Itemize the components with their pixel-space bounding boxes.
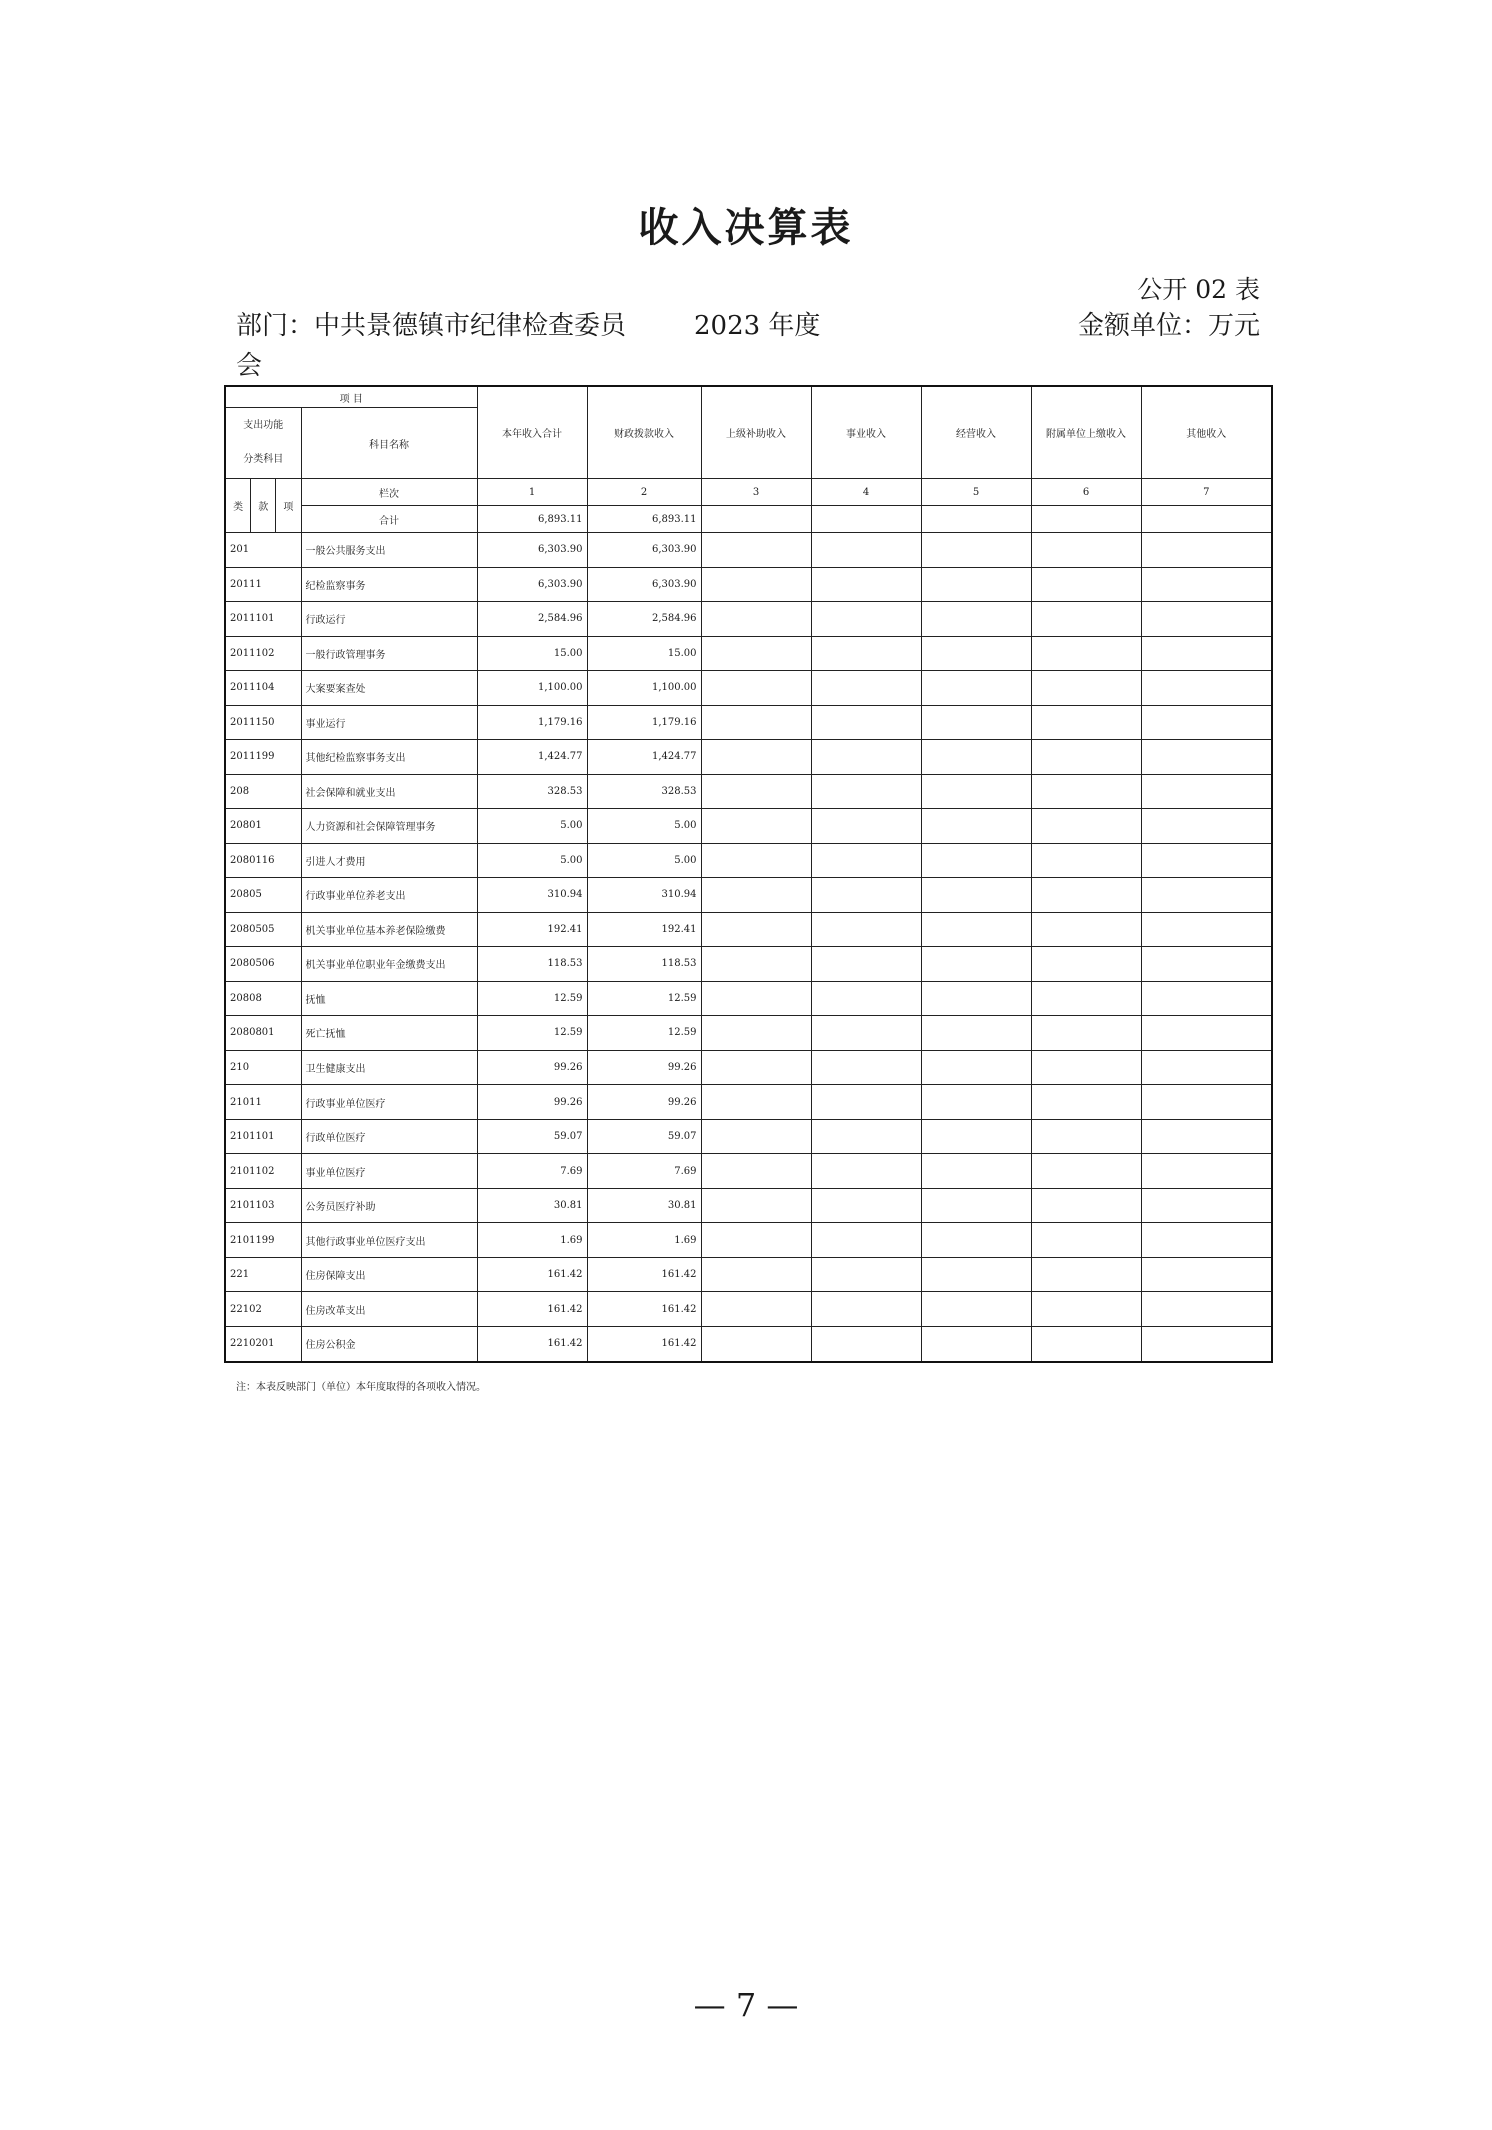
row-subject-name: 死亡抚恤 [301, 1016, 477, 1051]
row-subject-name: 人力资源和社会保障管理事务 [301, 809, 477, 844]
row-fiscal: 6,303.90 [587, 533, 701, 568]
row-operation [921, 1257, 1031, 1292]
row-upper [701, 1188, 811, 1223]
header-row-lanci [225, 479, 1272, 506]
table-row [225, 1188, 1272, 1223]
lei-kuan-xiang-header [225, 479, 301, 533]
department-label: 部门：中共景德镇市纪律检查委员会 [236, 311, 627, 381]
row-total: 12.59 [477, 981, 587, 1016]
row-fiscal: 30.81 [587, 1188, 701, 1223]
row-upper [701, 671, 811, 706]
row-upper [701, 636, 811, 671]
col-total-header: 本年收入合计 [477, 386, 587, 479]
row-operation [921, 1085, 1031, 1120]
total-upper [701, 506, 811, 533]
row-fiscal: 99.26 [587, 1050, 701, 1085]
row-code: 21011 [225, 1085, 301, 1120]
row-affiliated [1031, 567, 1141, 602]
row-affiliated [1031, 774, 1141, 809]
row-other [1141, 774, 1272, 809]
row-fiscal: 12.59 [587, 1016, 701, 1051]
row-total: 30.81 [477, 1188, 587, 1223]
row-business [811, 1223, 921, 1258]
row-operation [921, 567, 1031, 602]
row-subject-name: 住房保障支出 [301, 1257, 477, 1292]
row-other [1141, 981, 1272, 1016]
row-affiliated [1031, 1292, 1141, 1327]
row-operation [921, 809, 1031, 844]
row-upper [701, 602, 811, 637]
table-row [225, 1050, 1272, 1085]
table-row [225, 878, 1272, 913]
row-subject-name: 行政事业单位养老支出 [301, 878, 477, 913]
table-row [225, 567, 1272, 602]
total-row [225, 506, 1272, 533]
table-row [225, 740, 1272, 775]
total-label: 合计 [301, 506, 477, 533]
row-other [1141, 533, 1272, 568]
row-code: 20111 [225, 567, 301, 602]
row-fiscal: 1,179.16 [587, 705, 701, 740]
row-operation [921, 705, 1031, 740]
row-affiliated [1031, 843, 1141, 878]
table-row [225, 705, 1272, 740]
row-fiscal: 161.42 [587, 1292, 701, 1327]
row-business [811, 843, 921, 878]
row-upper [701, 740, 811, 775]
row-upper [701, 1085, 811, 1120]
row-operation [921, 636, 1031, 671]
row-operation [921, 1016, 1031, 1051]
row-fiscal: 310.94 [587, 878, 701, 913]
row-upper [701, 878, 811, 913]
row-subject-name: 其他行政事业单位医疗支出 [301, 1223, 477, 1258]
row-code: 2210201 [225, 1326, 301, 1362]
row-total: 2,584.96 [477, 602, 587, 637]
row-subject-name: 卫生健康支出 [301, 1050, 477, 1085]
row-fiscal: 99.26 [587, 1085, 701, 1120]
table-row [225, 671, 1272, 706]
row-upper [701, 533, 811, 568]
kuan-header: 款 [251, 479, 276, 532]
table-note: 注：本表反映部门（单位）本年度取得的各项收入情况。 [236, 1382, 486, 1393]
table-row [225, 981, 1272, 1016]
row-upper [701, 1154, 811, 1189]
total-affiliated [1031, 506, 1141, 533]
row-business [811, 636, 921, 671]
row-code: 210 [225, 1050, 301, 1085]
row-code: 2080801 [225, 1016, 301, 1051]
row-total: 59.07 [477, 1119, 587, 1154]
xiang-header: 项 [283, 502, 294, 513]
row-fiscal: 5.00 [587, 809, 701, 844]
row-fiscal: 1,424.77 [587, 740, 701, 775]
row-other [1141, 1223, 1272, 1258]
row-fiscal: 161.42 [587, 1257, 701, 1292]
table-row [225, 636, 1272, 671]
row-other [1141, 1050, 1272, 1085]
table-row [225, 947, 1272, 982]
total-fiscal: 6,893.11 [587, 506, 701, 533]
row-operation [921, 912, 1031, 947]
row-affiliated [1031, 1085, 1141, 1120]
row-upper [701, 1223, 811, 1258]
row-business [811, 1119, 921, 1154]
row-upper [701, 774, 811, 809]
col-upper-header: 上级补助收入 [701, 386, 811, 479]
total-value: 6,893.11 [477, 506, 587, 533]
row-code: 221 [225, 1257, 301, 1292]
row-fiscal: 7.69 [587, 1154, 701, 1189]
row-affiliated [1031, 1050, 1141, 1085]
row-code: 208 [225, 774, 301, 809]
row-operation [921, 1188, 1031, 1223]
row-affiliated [1031, 1257, 1141, 1292]
row-business [811, 671, 921, 706]
row-upper [701, 1016, 811, 1051]
row-operation [921, 740, 1031, 775]
row-affiliated [1031, 1223, 1141, 1258]
row-business [811, 809, 921, 844]
col-other-header: 其他收入 [1141, 386, 1272, 479]
row-total: 1,179.16 [477, 705, 587, 740]
row-upper [701, 843, 811, 878]
row-fiscal: 118.53 [587, 947, 701, 982]
total-other [1141, 506, 1272, 533]
page-title: 收入决算表 [638, 205, 854, 251]
row-total: 12.59 [477, 1016, 587, 1051]
row-total: 1.69 [477, 1223, 587, 1258]
row-affiliated [1031, 947, 1141, 982]
row-upper [701, 1050, 811, 1085]
table-row [225, 843, 1272, 878]
row-other [1141, 947, 1272, 982]
row-subject-name: 一般行政管理事务 [301, 636, 477, 671]
row-total: 1,100.00 [477, 671, 587, 706]
row-upper [701, 1257, 811, 1292]
func-class-line1: 支出功能 [243, 420, 284, 431]
row-operation [921, 981, 1031, 1016]
table-row [225, 774, 1272, 809]
row-total: 161.42 [477, 1326, 587, 1362]
row-operation [921, 1292, 1031, 1327]
table-row [225, 1257, 1272, 1292]
header-row-project [225, 386, 1272, 408]
row-fiscal: 15.00 [587, 636, 701, 671]
row-operation [921, 878, 1031, 913]
row-other [1141, 740, 1272, 775]
col-number-1: 1 [477, 479, 587, 506]
row-upper [701, 912, 811, 947]
col-operation-header: 经营收入 [921, 386, 1031, 479]
row-fiscal: 328.53 [587, 774, 701, 809]
row-other [1141, 1085, 1272, 1120]
row-code: 2011199 [225, 740, 301, 775]
row-total: 161.42 [477, 1292, 587, 1327]
table-row [225, 1326, 1272, 1362]
row-fiscal: 59.07 [587, 1119, 701, 1154]
row-business [811, 740, 921, 775]
row-code: 22102 [225, 1292, 301, 1327]
row-business [811, 1050, 921, 1085]
row-code: 2080116 [225, 843, 301, 878]
row-subject-name: 行政单位医疗 [301, 1119, 477, 1154]
row-affiliated [1031, 740, 1141, 775]
row-affiliated [1031, 671, 1141, 706]
row-affiliated [1031, 1016, 1141, 1051]
row-operation [921, 1050, 1031, 1085]
row-code: 20801 [225, 809, 301, 844]
table-row [225, 1119, 1272, 1154]
lei-header: 类 [226, 479, 251, 532]
col-number-6: 6 [1031, 479, 1141, 506]
row-business [811, 912, 921, 947]
row-total: 328.53 [477, 774, 587, 809]
row-subject-name: 大案要案查处 [301, 671, 477, 706]
row-business [811, 1326, 921, 1362]
row-total: 6,303.90 [477, 567, 587, 602]
row-other [1141, 705, 1272, 740]
row-operation [921, 1326, 1031, 1362]
row-fiscal: 192.41 [587, 912, 701, 947]
row-code: 20805 [225, 878, 301, 913]
func-class-header [225, 408, 301, 479]
table-row [225, 1223, 1272, 1258]
row-total: 7.69 [477, 1154, 587, 1189]
row-fiscal: 1.69 [587, 1223, 701, 1258]
row-subject-name: 公务员医疗补助 [301, 1188, 477, 1223]
col-affiliated-header: 附属单位上缴收入 [1031, 386, 1141, 479]
row-subject-name: 机关事业单位基本养老保险缴费 [301, 912, 477, 947]
row-affiliated [1031, 1188, 1141, 1223]
row-other [1141, 567, 1272, 602]
row-operation [921, 1154, 1031, 1189]
row-operation [921, 1119, 1031, 1154]
lanci-label: 栏次 [301, 479, 477, 506]
row-fiscal: 5.00 [587, 843, 701, 878]
row-other [1141, 1326, 1272, 1362]
table-row [225, 912, 1272, 947]
row-business [811, 1188, 921, 1223]
row-upper [701, 705, 811, 740]
table-row [225, 1085, 1272, 1120]
col-fiscal-header: 财政拨款收入 [587, 386, 701, 479]
row-other [1141, 878, 1272, 913]
row-business [811, 774, 921, 809]
row-subject-name: 抚恤 [301, 981, 477, 1016]
row-operation [921, 1223, 1031, 1258]
row-other [1141, 1188, 1272, 1223]
row-code: 2101199 [225, 1223, 301, 1258]
col-business-header: 事业收入 [811, 386, 921, 479]
table-row [225, 1016, 1272, 1051]
row-business [811, 602, 921, 637]
row-total: 99.26 [477, 1050, 587, 1085]
row-other [1141, 1016, 1272, 1051]
form-number: 公开 02 表 [1137, 275, 1260, 304]
row-affiliated [1031, 809, 1141, 844]
row-subject-name: 行政运行 [301, 602, 477, 637]
row-total: 118.53 [477, 947, 587, 982]
row-upper [701, 1292, 811, 1327]
row-other [1141, 912, 1272, 947]
row-subject-name: 机关事业单位职业年金缴费支出 [301, 947, 477, 982]
row-business [811, 981, 921, 1016]
row-subject-name: 纪检监察事务 [301, 567, 477, 602]
row-business [811, 878, 921, 913]
row-operation [921, 774, 1031, 809]
row-affiliated [1031, 705, 1141, 740]
col-number-7: 7 [1141, 479, 1272, 506]
row-subject-name: 住房公积金 [301, 1326, 477, 1362]
total-business [811, 506, 921, 533]
row-total: 99.26 [477, 1085, 587, 1120]
row-operation [921, 602, 1031, 637]
row-business [811, 705, 921, 740]
row-upper [701, 981, 811, 1016]
row-affiliated [1031, 912, 1141, 947]
row-code: 2011102 [225, 636, 301, 671]
row-total: 5.00 [477, 809, 587, 844]
row-code: 20808 [225, 981, 301, 1016]
row-other [1141, 1257, 1272, 1292]
row-upper [701, 1326, 811, 1362]
project-header: 项 目 [225, 386, 477, 408]
row-affiliated [1031, 636, 1141, 671]
row-business [811, 1154, 921, 1189]
row-other [1141, 1119, 1272, 1154]
total-operation [921, 506, 1031, 533]
row-affiliated [1031, 602, 1141, 637]
table-row [225, 602, 1272, 637]
row-code: 2101101 [225, 1119, 301, 1154]
row-subject-name: 住房改革支出 [301, 1292, 477, 1327]
table-row [225, 1154, 1272, 1189]
row-upper [701, 1119, 811, 1154]
row-code: 2080505 [225, 912, 301, 947]
col-number-2: 2 [587, 479, 701, 506]
row-subject-name: 事业单位医疗 [301, 1154, 477, 1189]
row-other [1141, 809, 1272, 844]
row-operation [921, 947, 1031, 982]
row-total: 161.42 [477, 1257, 587, 1292]
row-upper [701, 567, 811, 602]
row-affiliated [1031, 1154, 1141, 1189]
row-fiscal: 12.59 [587, 981, 701, 1016]
row-other [1141, 671, 1272, 706]
row-business [811, 1085, 921, 1120]
row-fiscal: 1,100.00 [587, 671, 701, 706]
col-number-5: 5 [921, 479, 1031, 506]
col-number-3: 3 [701, 479, 811, 506]
row-other [1141, 1292, 1272, 1327]
row-operation [921, 533, 1031, 568]
row-code: 2011104 [225, 671, 301, 706]
row-code: 201 [225, 533, 301, 568]
row-total: 310.94 [477, 878, 587, 913]
row-affiliated [1031, 533, 1141, 568]
row-other [1141, 1154, 1272, 1189]
row-business [811, 567, 921, 602]
row-other [1141, 602, 1272, 637]
row-affiliated [1031, 1119, 1141, 1154]
row-business [811, 1016, 921, 1051]
row-subject-name: 一般公共服务支出 [301, 533, 477, 568]
func-class-line2: 分类科目 [243, 454, 284, 465]
row-total: 192.41 [477, 912, 587, 947]
row-code: 2011150 [225, 705, 301, 740]
row-operation [921, 843, 1031, 878]
row-total: 6,303.90 [477, 533, 587, 568]
row-code: 2080506 [225, 947, 301, 982]
row-business [811, 533, 921, 568]
row-operation [921, 671, 1031, 706]
row-code: 2011101 [225, 602, 301, 637]
row-code: 2101103 [225, 1188, 301, 1223]
row-subject-name: 引进人才费用 [301, 843, 477, 878]
row-fiscal: 6,303.90 [587, 567, 701, 602]
row-affiliated [1031, 878, 1141, 913]
income-table [224, 385, 1273, 1363]
row-other [1141, 843, 1272, 878]
row-total: 15.00 [477, 636, 587, 671]
row-business [811, 1257, 921, 1292]
row-upper [701, 947, 811, 982]
row-total: 1,424.77 [477, 740, 587, 775]
amount-unit: 金额单位：万元 [1077, 311, 1260, 341]
col-number-4: 4 [811, 479, 921, 506]
row-fiscal: 161.42 [587, 1326, 701, 1362]
row-affiliated [1031, 1326, 1141, 1362]
row-total: 5.00 [477, 843, 587, 878]
subject-name-header: 科目名称 [301, 408, 477, 479]
page-number: — 7 — [693, 1986, 799, 2024]
row-business [811, 947, 921, 982]
row-code: 2101102 [225, 1154, 301, 1189]
row-upper [701, 809, 811, 844]
row-subject-name: 行政事业单位医疗 [301, 1085, 477, 1120]
row-other [1141, 636, 1272, 671]
row-fiscal: 2,584.96 [587, 602, 701, 637]
table-row [225, 533, 1272, 568]
fiscal-year: 2023 年度 [694, 311, 821, 341]
row-business [811, 1292, 921, 1327]
lei-kuan-xiang-grid [226, 479, 301, 532]
row-subject-name: 社会保障和就业支出 [301, 774, 477, 809]
row-subject-name: 其他纪检监察事务支出 [301, 740, 477, 775]
row-subject-name: 事业运行 [301, 705, 477, 740]
table-row [225, 1292, 1272, 1327]
row-affiliated [1031, 981, 1141, 1016]
table-row [225, 809, 1272, 844]
